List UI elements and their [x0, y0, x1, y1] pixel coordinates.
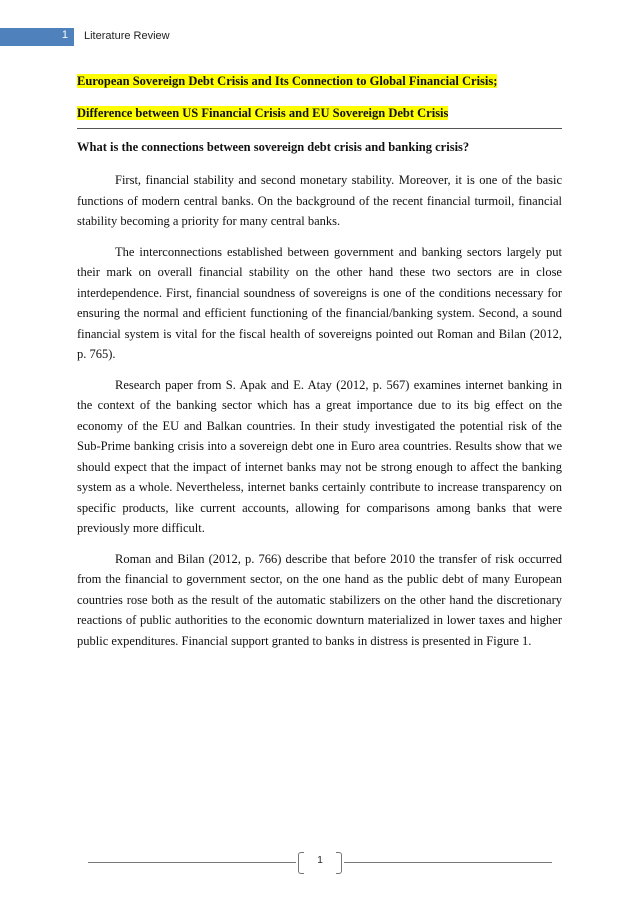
footer-bracket-left — [298, 852, 304, 874]
page-header — [0, 28, 638, 46]
footer-bracket-right — [336, 852, 342, 874]
footer-rule-left — [88, 862, 296, 863]
paragraph: Roman and Bilan (2012, p. 766) describe that before 2010 the transfer of risk occurred from the financial to government sector, on the one hand as the public debt of many European countries rose both as the result of the automatic stabilizers on the other hand the discretionary reactions of public authorities to the economic downturn materialized in lower taxes and higher public expenditures. Financial support granted to banks in distress is presented in Figure 1. — [77, 551, 562, 648]
title-divider — [77, 128, 562, 129]
header-page-number: 1 — [61, 29, 68, 41]
document-title-2: Difference between US Financial Crisis and EU Sovereign Debt Crisis — [77, 106, 449, 120]
page-footer — [0, 850, 638, 876]
title-line-2 — [77, 104, 562, 124]
header-title: Literature Review — [84, 30, 170, 42]
section-question: What is the connections between sovereign debt crisis and banking crisis? — [77, 140, 470, 154]
paragraph: The interconnections established between government and banking sectors largely put their mark on overall financial stability on the other hand these two sectors are in close interdependence. First, financial soundness of sovereigns is one of the conditions necessary for ensuring the normal and efficient functioning of the financial/banking system. Second, a sound financial system is vital for the fiscal health of sovereigns pointed out Roman and Bilan (2012, p. 765). — [77, 244, 562, 361]
paragraph: Research paper from S. Apak and E. Atay (2012, p. 567) examines internet banking in the context of the banking sector which has a great importance due to its big effect on the economy of the EU and Balkan countries. In their study investigated the potential risk of the Sub-Prime banking crisis into a sovereign debt one in Euro area countries. Results show that we should expect that the impact of internet banks may not be strong enough to affect the banking system as a whole. Nevertheless, internet banks certainly contribute to increase transparency on specific products, like current accounts, allowing for comparisons among banks that were previously more difficult. — [77, 377, 562, 535]
footer-page-number: 1 — [317, 855, 323, 866]
document-title-1: European Sovereign Debt Crisis and Its Connection to Global Financial Crisis; — [77, 74, 498, 88]
document-body — [77, 72, 562, 661]
header-page-number-box — [0, 28, 74, 46]
paragraph: First, financial stability and second monetary stability. Moreover, it is one of the basic functions of modern central banks. On the background of the recent financial turmoil, financial stability becoming a priority for many central banks. — [77, 173, 562, 228]
title-line-1 — [77, 72, 562, 92]
footer-rule-right — [344, 862, 552, 863]
